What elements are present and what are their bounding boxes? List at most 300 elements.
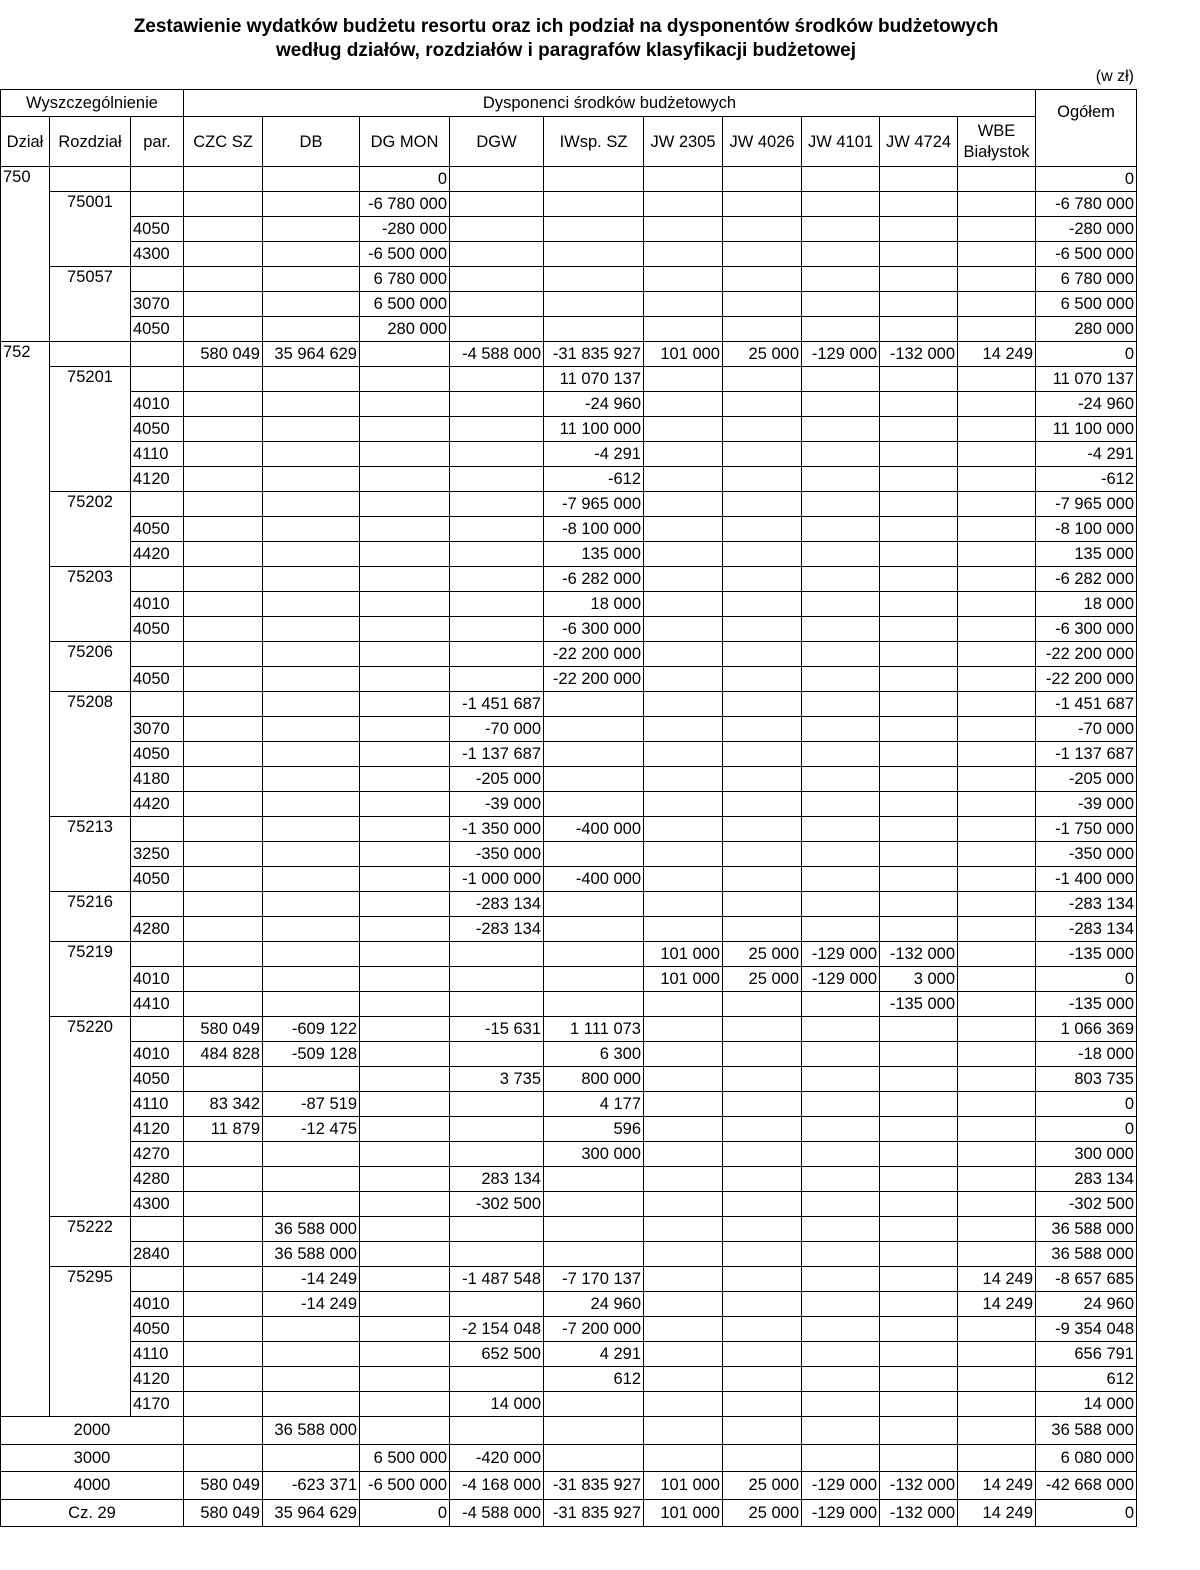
value-cell-jw-2305 [644,1217,723,1242]
value-cell-czc-sz [184,242,263,267]
header-col-czc-sz: CZC SZ [184,117,263,167]
summary-value-db [263,1444,360,1472]
value-cell-jw-4724 [880,842,958,867]
value-cell-dgw [450,367,544,392]
value-cell-iwsp-sz [544,267,644,292]
value-cell-jw-4101 [802,567,880,592]
value-cell-wbe-bialystok [958,1117,1036,1142]
table-row [1,1317,1137,1342]
value-cell-iwsp-sz: 24 960 [544,1292,644,1317]
value-cell-db [263,267,360,292]
value-cell-dg-mon [360,1042,450,1067]
value-cell-iwsp-sz: -7 170 137 [544,1267,644,1292]
summary-value-iwsp-sz [544,1444,644,1472]
value-cell-jw-2305 [644,767,723,792]
value-cell-wbe-bialystok [958,792,1036,817]
value-cell-jw-2305 [644,817,723,842]
paragraf-cell: 4050 [131,417,184,442]
total-cell: -1 400 000 [1036,867,1137,892]
paragraf-cell [131,1217,184,1242]
summary-value-dg-mon: -6 500 000 [360,1472,450,1500]
value-cell-jw-4101 [802,817,880,842]
value-cell-dg-mon: 0 [360,167,450,192]
title-line-2: według działów, rozdziałów i paragrafów klasyfikacji budżetowej [276,40,856,61]
value-cell-db: 36 588 000 [263,1217,360,1242]
budget-table [0,89,1137,1527]
rozdzial-cell: 75203 [50,567,131,642]
value-cell-jw-4026 [723,617,802,642]
value-cell-jw-4101 [802,1217,880,1242]
paragraf-cell: 4050 [131,742,184,767]
value-cell-czc-sz [184,367,263,392]
value-cell-czc-sz: 83 342 [184,1092,263,1117]
value-cell-db [263,867,360,892]
value-cell-czc-sz [184,592,263,617]
summary-row [1,1472,1137,1500]
value-cell-czc-sz [184,1267,263,1292]
summary-total: -42 668 000 [1036,1472,1137,1500]
value-cell-dg-mon [360,1342,450,1367]
summary-value-jw-4724: -132 000 [880,1472,958,1500]
value-cell-jw-2305 [644,642,723,667]
total-cell: 300 000 [1036,1142,1137,1167]
value-cell-iwsp-sz: -7 965 000 [544,492,644,517]
value-cell-wbe-bialystok [958,317,1036,342]
header-col-jw-4101: JW 4101 [802,117,880,167]
value-cell-dg-mon [360,1167,450,1192]
value-cell-wbe-bialystok [958,1067,1036,1092]
summary-value-czc-sz: 580 049 [184,1499,263,1527]
value-cell-dg-mon: -6 500 000 [360,242,450,267]
header-dzial: Dział [1,117,50,167]
value-cell-jw-4026 [723,867,802,892]
summary-value-iwsp-sz [544,1417,644,1445]
value-cell-jw-4724 [880,1042,958,1067]
paragraf-cell: 4420 [131,792,184,817]
paragraf-cell [131,892,184,917]
paragraf-cell: 4110 [131,442,184,467]
value-cell-db: 36 588 000 [263,1242,360,1267]
value-cell-wbe-bialystok [958,967,1036,992]
value-cell-jw-4026 [723,1017,802,1042]
summary-value-db: 35 964 629 [263,1499,360,1527]
summary-total: 6 080 000 [1036,1444,1137,1472]
value-cell-db [263,1392,360,1417]
total-cell: 11 100 000 [1036,417,1137,442]
value-cell-db [263,742,360,767]
value-cell-iwsp-sz [544,192,644,217]
value-cell-jw-2305 [644,242,723,267]
total-cell: 11 070 137 [1036,367,1137,392]
value-cell-jw-4724 [880,1117,958,1142]
table-row [1,367,1137,392]
table-row [1,1267,1137,1292]
value-cell-jw-2305 [644,867,723,892]
value-cell-jw-4026: 25 000 [723,967,802,992]
paragraf-cell: 4010 [131,1292,184,1317]
value-cell-jw-4724 [880,792,958,817]
table-row [1,1192,1137,1217]
value-cell-jw-2305 [644,1167,723,1192]
value-cell-jw-4101 [802,217,880,242]
table-row [1,392,1137,417]
value-cell-jw-4026 [723,1367,802,1392]
value-cell-db: -87 519 [263,1092,360,1117]
rozdzial-cell: 75208 [50,692,131,817]
value-cell-dg-mon [360,667,450,692]
value-cell-jw-4026 [723,667,802,692]
value-cell-jw-4724: -132 000 [880,342,958,367]
value-cell-jw-4026 [723,692,802,717]
value-cell-jw-2305: 101 000 [644,342,723,367]
table-row [1,617,1137,642]
value-cell-czc-sz: 484 828 [184,1042,263,1067]
value-cell-jw-4026 [723,217,802,242]
value-cell-iwsp-sz [544,1167,644,1192]
value-cell-iwsp-sz [544,842,644,867]
paragraf-cell: 4050 [131,317,184,342]
paragraf-cell [131,817,184,842]
rozdzial-cell: 75057 [50,267,131,342]
value-cell-czc-sz [184,292,263,317]
value-cell-dgw [450,567,544,592]
table-row [1,942,1137,967]
value-cell-jw-4026 [723,192,802,217]
value-cell-jw-2305 [644,517,723,542]
paragraf-cell: 4050 [131,217,184,242]
summary-row [1,1417,1137,1445]
value-cell-jw-4026 [723,1392,802,1417]
total-cell: 0 [1036,1092,1137,1117]
value-cell-db [263,292,360,317]
paragraf-cell: 2840 [131,1242,184,1267]
value-cell-db [263,517,360,542]
value-cell-jw-4026 [723,367,802,392]
value-cell-dg-mon [360,1317,450,1342]
summary-total: 36 588 000 [1036,1417,1137,1445]
summary-value-czc-sz [184,1417,263,1445]
value-cell-jw-4101 [802,442,880,467]
value-cell-czc-sz [184,1342,263,1367]
value-cell-db [263,192,360,217]
value-cell-db [263,492,360,517]
value-cell-jw-4101 [802,792,880,817]
value-cell-jw-4101 [802,242,880,267]
summary-row [1,1499,1137,1527]
paragraf-cell: 3250 [131,842,184,867]
header-col-jw-4026: JW 4026 [723,117,802,167]
value-cell-jw-4724 [880,417,958,442]
value-cell-wbe-bialystok [958,1242,1036,1267]
value-cell-czc-sz [184,167,263,192]
value-cell-iwsp-sz: -8 100 000 [544,517,644,542]
value-cell-db [263,1342,360,1367]
value-cell-jw-4101 [802,917,880,942]
value-cell-jw-4724 [880,1392,958,1417]
value-cell-czc-sz [184,467,263,492]
value-cell-dgw: -1 350 000 [450,817,544,842]
value-cell-dg-mon: 6 500 000 [360,292,450,317]
summary-value-jw-4724 [880,1417,958,1445]
value-cell-jw-4724: -132 000 [880,942,958,967]
value-cell-dg-mon [360,1267,450,1292]
value-cell-jw-4724 [880,1092,958,1117]
paragraf-cell: 4110 [131,1092,184,1117]
table-row [1,417,1137,442]
value-cell-db [263,442,360,467]
total-cell: -6 282 000 [1036,567,1137,592]
paragraf-cell [131,642,184,667]
summary-value-db: 36 588 000 [263,1417,360,1445]
value-cell-iwsp-sz [544,717,644,742]
value-cell-jw-2305 [644,292,723,317]
value-cell-dg-mon: 280 000 [360,317,450,342]
value-cell-db [263,967,360,992]
value-cell-jw-4101 [802,867,880,892]
value-cell-db [263,942,360,967]
value-cell-dgw [450,392,544,417]
total-cell: -8 657 685 [1036,1267,1137,1292]
summary-value-wbe-bialystok: 14 249 [958,1472,1036,1500]
total-cell: 18 000 [1036,592,1137,617]
paragraf-cell [131,167,184,192]
value-cell-jw-4026 [723,642,802,667]
value-cell-czc-sz [184,817,263,842]
paragraf-cell: 4420 [131,542,184,567]
value-cell-wbe-bialystok [958,1392,1036,1417]
value-cell-dgw: 652 500 [450,1342,544,1367]
header-col-db: DB [263,117,360,167]
value-cell-czc-sz [184,1192,263,1217]
paragraf-cell: 4410 [131,992,184,1017]
value-cell-iwsp-sz: 612 [544,1367,644,1392]
value-cell-jw-2305 [644,1342,723,1367]
value-cell-db [263,617,360,642]
value-cell-jw-4724 [880,467,958,492]
value-cell-jw-4101 [802,1142,880,1167]
rozdzial-cell: 75219 [50,942,131,1017]
value-cell-wbe-bialystok [958,692,1036,717]
value-cell-jw-4026 [723,1142,802,1167]
value-cell-iwsp-sz [544,692,644,717]
table-row [1,192,1137,217]
value-cell-jw-4101 [802,167,880,192]
value-cell-jw-4026 [723,417,802,442]
total-cell: 0 [1036,967,1137,992]
value-cell-jw-2305: 101 000 [644,967,723,992]
value-cell-wbe-bialystok [958,1017,1036,1042]
value-cell-jw-2305 [644,492,723,517]
value-cell-czc-sz [184,1317,263,1342]
value-cell-jw-2305 [644,367,723,392]
value-cell-jw-2305 [644,567,723,592]
value-cell-czc-sz [184,492,263,517]
paragraf-cell: 4050 [131,667,184,692]
value-cell-jw-4026 [723,992,802,1017]
summary-label: 2000 [1,1417,184,1445]
value-cell-jw-4101 [802,192,880,217]
paragraf-cell: 4050 [131,517,184,542]
value-cell-dgw: -302 500 [450,1192,544,1217]
value-cell-db [263,642,360,667]
rozdzial-cell: 75202 [50,492,131,567]
value-cell-jw-4724 [880,592,958,617]
value-cell-wbe-bialystok [958,642,1036,667]
value-cell-dg-mon [360,1367,450,1392]
value-cell-jw-4026: 25 000 [723,942,802,967]
value-cell-jw-4026 [723,1092,802,1117]
value-cell-jw-2305 [644,1067,723,1092]
value-cell-jw-4724 [880,717,958,742]
summary-value-db: -623 371 [263,1472,360,1500]
table-row [1,567,1137,592]
value-cell-dg-mon: 6 780 000 [360,267,450,292]
value-cell-jw-4101 [802,1017,880,1042]
value-cell-jw-2305 [644,667,723,692]
value-cell-db [263,1167,360,1192]
value-cell-jw-2305 [644,267,723,292]
header-col-jw-4724: JW 4724 [880,117,958,167]
total-cell: -70 000 [1036,717,1137,742]
value-cell-jw-4101 [802,1292,880,1317]
value-cell-db [263,242,360,267]
value-cell-db: -609 122 [263,1017,360,1042]
table-row [1,492,1137,517]
table-row [1,442,1137,467]
value-cell-iwsp-sz: 6 300 [544,1042,644,1067]
paragraf-cell: 3070 [131,292,184,317]
value-cell-iwsp-sz: 4 291 [544,1342,644,1367]
value-cell-jw-4724 [880,1192,958,1217]
value-cell-czc-sz: 11 879 [184,1117,263,1142]
value-cell-db [263,817,360,842]
value-cell-jw-4026 [723,517,802,542]
total-cell: 803 735 [1036,1067,1137,1092]
value-cell-iwsp-sz: -400 000 [544,817,644,842]
value-cell-db [263,467,360,492]
value-cell-iwsp-sz: -22 200 000 [544,642,644,667]
value-cell-dg-mon [360,392,450,417]
value-cell-jw-4724 [880,1242,958,1267]
value-cell-db: 35 964 629 [263,342,360,367]
total-cell: -135 000 [1036,942,1137,967]
value-cell-jw-4026 [723,1042,802,1067]
value-cell-iwsp-sz: 596 [544,1117,644,1142]
value-cell-jw-4101 [802,1042,880,1067]
paragraf-cell [131,267,184,292]
value-cell-wbe-bialystok [958,367,1036,392]
value-cell-jw-4026 [723,1317,802,1342]
header-col-dg-mon: DG MON [360,117,450,167]
total-cell: 283 134 [1036,1167,1137,1192]
value-cell-jw-4724 [880,292,958,317]
value-cell-dg-mon [360,492,450,517]
value-cell-jw-4026 [723,742,802,767]
total-cell: 24 960 [1036,1292,1137,1317]
value-cell-dg-mon [360,1142,450,1167]
value-cell-jw-4101 [802,717,880,742]
paragraf-cell: 3070 [131,717,184,742]
value-cell-jw-4026 [723,542,802,567]
header-rozdzial: Rozdział [50,117,131,167]
value-cell-jw-4026 [723,592,802,617]
value-cell-iwsp-sz [544,317,644,342]
value-cell-jw-4026 [723,392,802,417]
value-cell-db [263,842,360,867]
table-row [1,1292,1137,1317]
rozdzial-cell: 75222 [50,1217,131,1267]
value-cell-jw-4724 [880,492,958,517]
value-cell-wbe-bialystok [958,842,1036,867]
value-cell-iwsp-sz: 1 111 073 [544,1017,644,1042]
summary-value-jw-2305: 101 000 [644,1499,723,1527]
value-cell-dg-mon [360,592,450,617]
value-cell-jw-2305 [644,417,723,442]
value-cell-dgw: -283 134 [450,917,544,942]
value-cell-jw-2305 [644,1367,723,1392]
value-cell-czc-sz [184,267,263,292]
total-cell: -1 451 687 [1036,692,1137,717]
value-cell-jw-4026: 25 000 [723,342,802,367]
value-cell-dg-mon [360,1192,450,1217]
summary-value-dgw: -4 168 000 [450,1472,544,1500]
value-cell-db [263,1142,360,1167]
value-cell-db [263,1317,360,1342]
table-row [1,792,1137,817]
value-cell-jw-4101 [802,1367,880,1392]
value-cell-iwsp-sz [544,742,644,767]
value-cell-iwsp-sz [544,242,644,267]
value-cell-jw-4724 [880,317,958,342]
value-cell-jw-4026 [723,892,802,917]
value-cell-jw-4101 [802,467,880,492]
value-cell-dg-mon [360,767,450,792]
value-cell-dgw [450,542,544,567]
value-cell-dgw [450,167,544,192]
value-cell-jw-4026 [723,1192,802,1217]
value-cell-czc-sz [184,767,263,792]
value-cell-dgw [450,317,544,342]
total-cell: -283 134 [1036,917,1137,942]
value-cell-jw-4724 [880,1292,958,1317]
value-cell-czc-sz [184,1142,263,1167]
total-cell: 656 791 [1036,1342,1137,1367]
value-cell-jw-4101 [802,992,880,1017]
value-cell-jw-4724 [880,167,958,192]
header-row-2 [1,117,1137,167]
total-cell: 280 000 [1036,317,1137,342]
value-cell-dg-mon [360,1292,450,1317]
value-cell-jw-2305 [644,592,723,617]
value-cell-jw-4724 [880,1217,958,1242]
value-cell-jw-4101 [802,267,880,292]
value-cell-dgw [450,1092,544,1117]
value-cell-jw-4724 [880,367,958,392]
header-col-wbe-bialystok: WBE Białystok [958,117,1036,167]
value-cell-wbe-bialystok [958,617,1036,642]
value-cell-jw-4026 [723,1117,802,1142]
table-row [1,1167,1137,1192]
value-cell-jw-4026 [723,1217,802,1242]
summary-value-iwsp-sz: -31 835 927 [544,1499,644,1527]
summary-value-wbe-bialystok [958,1444,1036,1472]
value-cell-jw-4101 [802,292,880,317]
table-row [1,767,1137,792]
value-cell-wbe-bialystok [958,667,1036,692]
table-row [1,242,1137,267]
total-cell: -280 000 [1036,217,1137,242]
total-cell: -9 354 048 [1036,1317,1137,1342]
